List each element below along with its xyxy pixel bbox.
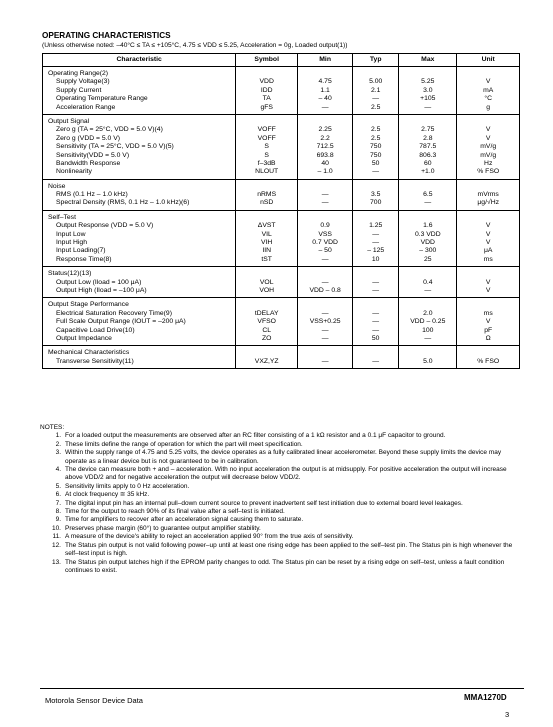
parameter-unit: % FSO [477, 168, 500, 176]
parameter-name: Input Low [56, 230, 86, 238]
parameter-symbol: nSD [260, 199, 274, 207]
column-header: Symbol [236, 54, 298, 67]
note-item [40, 508, 522, 516]
parameter-name: Zero g (TA = 25°C, VDD = 5.0 V)(4) [56, 126, 163, 134]
parameter-max: 25 [424, 255, 432, 263]
parameter-max: 100 [422, 326, 434, 334]
parameter-name: Electrical Saturation Recovery Time(9) [56, 309, 172, 317]
spacer [399, 301, 456, 309]
parameter-symbol: ΔVST [257, 222, 276, 230]
spacer [236, 214, 297, 222]
typ-cell [353, 210, 399, 266]
parameter-name: Transverse Sensitivity(11) [56, 357, 134, 365]
table-group-row [43, 298, 520, 346]
parameter-name: Spectral Density (RMS, 0.1 Hz – 1.0 kHz)(6) [56, 199, 190, 207]
note-text: The Status pin output is not valid following power–up until at least one rising edge has been applied to the self–test pin. The Status pin is high whenever the self–test input is high. [65, 541, 513, 558]
parameter-unit: mA [483, 86, 494, 94]
parameter-typ: 2.5 [370, 126, 381, 134]
note-number: 9. [55, 516, 61, 524]
parameter-max: — [424, 334, 432, 342]
parameter-symbol: NLOUT [255, 168, 279, 176]
parameter-unit: g [486, 103, 491, 111]
parameter-name: Supply Voltage(3) [56, 78, 110, 86]
symbol-cell [236, 210, 298, 266]
parameter-min: 1.1 [320, 86, 330, 94]
table-group-row [43, 267, 520, 298]
min-cell [298, 346, 353, 369]
parameter-symbol: gFS [260, 103, 273, 111]
parameter-symbol: VFSO [257, 318, 276, 326]
group-title: Output Stage Performance [48, 301, 129, 309]
note-number: 10. [51, 524, 61, 532]
column-header: Typ [353, 54, 399, 67]
spacer [298, 349, 352, 357]
parameter-min: — [321, 255, 329, 263]
parameter-name: Output Low (Iload = 100 μA) [56, 278, 142, 286]
note-text: At clock frequency ≅ 35 kHz. [65, 491, 150, 499]
spacer [236, 270, 297, 278]
note-item [40, 466, 522, 483]
symbol-cell [236, 267, 298, 298]
note-text: Time for the output to reach 90% of its final value after a self–test is initiated. [65, 508, 285, 516]
parameter-symbol: VIL [261, 230, 272, 238]
typ-cell [353, 67, 399, 115]
parameter-min: 4.75 [318, 78, 332, 86]
parameter-unit: V [485, 286, 491, 294]
column-header: Max [399, 54, 457, 67]
footer-divider [40, 688, 524, 689]
spacer [298, 118, 352, 126]
parameter-max: +105 [420, 95, 436, 103]
characteristics-table [42, 53, 520, 369]
spacer [457, 270, 519, 278]
spacer [353, 214, 398, 222]
parameter-typ: 3.5 [370, 191, 381, 199]
parameter-name: Bandwidth Response [56, 159, 121, 167]
max-cell [399, 179, 457, 210]
parameter-typ: — [372, 286, 380, 294]
note-number: 11. [52, 533, 61, 541]
parameter-typ: — [372, 326, 380, 334]
characteristic-cell [43, 67, 236, 115]
note-text: These limits define the range of operation for which the part will meet specification. [65, 440, 303, 448]
parameter-max: 0.4 [423, 278, 433, 286]
max-cell [399, 346, 457, 369]
parameter-max: 1.6 [423, 222, 433, 230]
symbol-cell [236, 298, 298, 346]
parameter-unit: ms [483, 255, 493, 263]
parameter-name: Output Impedance [56, 334, 112, 342]
note-item [40, 542, 522, 559]
unit-cell [457, 267, 520, 298]
parameter-min: — [321, 103, 329, 111]
spacer [236, 118, 297, 126]
parameter-max: +1.0 [421, 168, 435, 176]
group-title: Operating Range(2) [48, 70, 109, 77]
symbol-cell [236, 346, 298, 369]
parameter-max: 3.0 [423, 86, 433, 94]
footer-part-number: MMA1270D [464, 693, 507, 702]
parameter-min: VDD – 0.8 [309, 286, 341, 294]
column-header: Unit [457, 54, 520, 67]
note-text: For a loaded output the measurements are observed after an RC filter consisting of a 1 kΩ resistor and a 0.1 μF capacitor to ground. [65, 432, 446, 440]
section-title: OPERATING CHARACTERISTICS [42, 31, 171, 40]
spacer [298, 183, 352, 191]
symbol-cell [236, 179, 298, 210]
spacer [399, 70, 456, 78]
table-header-row [43, 54, 520, 67]
spacer [236, 183, 297, 191]
note-item [40, 449, 522, 466]
parameter-symbol: VOH [259, 286, 275, 294]
parameter-unit: V [485, 230, 491, 238]
column-header: Min [298, 54, 353, 67]
notes-section [40, 424, 522, 575]
note-number: 4. [55, 466, 61, 474]
min-cell [298, 267, 353, 298]
parameter-unit: μg/√Hz [477, 199, 499, 207]
characteristic-cell [43, 298, 236, 346]
parameter-max: 0.3 VDD [414, 230, 441, 238]
parameter-max: 2.0 [423, 309, 433, 317]
typ-cell [353, 267, 399, 298]
parameter-max: — [424, 199, 432, 207]
note-item [40, 491, 522, 499]
min-cell [298, 67, 353, 115]
parameter-name: Output High (Iload = –100 μA) [56, 286, 147, 294]
parameter-unit: mV/g [480, 143, 497, 151]
spacer [457, 349, 519, 357]
note-item [40, 516, 522, 524]
max-cell [399, 210, 457, 266]
parameter-typ: 1.25 [369, 222, 383, 230]
unit-cell [457, 210, 520, 266]
spacer [457, 183, 519, 191]
note-number: 6. [55, 491, 61, 499]
parameter-max: — [424, 103, 432, 111]
parameter-min: — [321, 199, 329, 207]
note-item [40, 432, 522, 440]
parameter-symbol: VXZ,YZ [254, 357, 279, 365]
parameter-typ: 700 [370, 199, 382, 207]
parameter-symbol: S [264, 151, 269, 159]
parameter-typ: 750 [370, 151, 382, 159]
parameter-typ: – 125 [367, 247, 385, 255]
parameter-unit: μA [483, 247, 493, 255]
parameter-min: 0.7 VDD [312, 239, 338, 247]
max-cell [399, 267, 457, 298]
parameter-name: Supply Current [56, 86, 102, 94]
parameter-min: — [321, 334, 329, 342]
parameter-min: — [321, 191, 329, 199]
spacer [399, 349, 456, 357]
parameter-typ: — [372, 95, 380, 103]
conditions-text: (Unless otherwise noted: –40°C ≤ TA ≤ +105°C, 4.75 ≤ VDD ≤ 5.25, Acceleration = 0g, Loaded output(1)) [42, 42, 348, 49]
note-number: 8. [55, 508, 61, 516]
spacer [457, 118, 519, 126]
characteristic-cell [43, 346, 236, 369]
parameter-max: 6.5 [423, 191, 433, 199]
parameter-symbol: VOFF [257, 134, 276, 142]
parameter-name: Input High [56, 239, 87, 247]
spacer [353, 183, 398, 191]
parameter-name: Nonlinearity [56, 168, 92, 176]
table-group-row [43, 346, 520, 369]
unit-cell [457, 179, 520, 210]
parameter-min: VSS [318, 230, 332, 238]
parameter-symbol: tDELAY [254, 309, 279, 317]
parameter-typ: — [372, 357, 380, 365]
parameter-name: Capacitive Load Drive(10) [56, 326, 135, 334]
typ-cell [353, 179, 399, 210]
page-number: 3 [505, 710, 510, 719]
unit-cell [457, 67, 520, 115]
note-number: 12. [51, 541, 61, 549]
parameter-typ: 50 [371, 334, 380, 342]
parameter-max: VDD – 0.25 [410, 318, 446, 326]
note-item [40, 559, 522, 576]
column-header: Characteristic [43, 54, 236, 67]
parameter-name: Operating Temperature Range [56, 95, 148, 103]
parameter-min: 693.8 [316, 151, 334, 159]
parameter-typ: — [372, 318, 380, 326]
parameter-name: Full Scale Output Range (IOUT = –200 μA) [56, 318, 186, 326]
spacer [298, 301, 352, 309]
parameter-name: Sensitivity(VDD = 5.0 V) [56, 151, 130, 159]
spacer [236, 301, 297, 309]
spacer [399, 183, 456, 191]
spacer [353, 301, 398, 309]
note-number: 7. [55, 499, 61, 507]
parameter-symbol: TA [262, 95, 271, 103]
parameter-symbol: VDD [259, 78, 274, 86]
spacer [457, 301, 519, 309]
note-text: Sensitivity limits apply to 0 Hz acceleration. [65, 482, 190, 490]
unit-cell [457, 114, 520, 179]
group-title: Output Signal [48, 117, 90, 125]
parameter-symbol: VIH [261, 239, 273, 247]
parameter-min: 712.5 [316, 143, 334, 151]
parameter-min: 2.25 [318, 126, 332, 134]
spacer [399, 214, 456, 222]
parameter-symbol: VOFF [257, 126, 276, 134]
parameter-typ: 5.00 [369, 78, 383, 86]
spacer [399, 118, 456, 126]
spacer [298, 70, 352, 78]
parameter-max: 5.0 [423, 357, 433, 365]
table-group-row [43, 179, 520, 210]
parameter-typ: 2.5 [370, 134, 381, 142]
parameter-unit: V [485, 318, 491, 326]
parameter-max: 60 [424, 159, 432, 167]
parameter-unit: V [485, 134, 491, 142]
parameter-typ: — [372, 168, 380, 176]
group-title: Self–Test [48, 213, 76, 221]
parameter-symbol: IDD [260, 86, 273, 94]
parameter-unit: Ω [485, 334, 491, 342]
parameter-unit: % FSO [477, 357, 500, 365]
table-group-row [43, 67, 520, 115]
parameter-min: — [321, 278, 329, 286]
parameter-typ: 750 [370, 143, 382, 151]
group-title: Mechanical Characteristics [48, 349, 130, 357]
note-text: A measure of the device's ability to reject an acceleration applied 90° from the true axis of sensitivity. [65, 533, 354, 541]
symbol-cell [236, 114, 298, 179]
note-number: 1. [55, 432, 61, 440]
parameter-unit: Hz [484, 159, 493, 167]
note-text: The device can measure both + and – acceleration. With no input acceleration the output is at midsupply. For positive acceleration the output will increase above VDD/2 and for negative acceleration the output will decrease below VDD/2. [65, 466, 507, 482]
parameter-unit: V [485, 78, 491, 86]
unit-cell [457, 346, 520, 369]
parameter-name: Input Loading(7) [56, 247, 106, 255]
parameter-unit: V [485, 222, 491, 230]
note-item [40, 533, 522, 541]
parameter-max: — [424, 286, 432, 294]
parameter-typ: 2.1 [370, 86, 381, 94]
parameter-symbol: nRMS [257, 191, 277, 199]
min-cell [298, 298, 353, 346]
characteristic-cell [43, 267, 236, 298]
parameter-min: VSS+0.25 [309, 318, 341, 326]
spacer [353, 349, 398, 357]
parameter-max: 806.3 [419, 151, 437, 159]
parameter-typ: 50 [371, 159, 380, 167]
parameter-min: — [321, 309, 329, 317]
min-cell [298, 114, 353, 179]
max-cell [399, 114, 457, 179]
min-cell [298, 210, 353, 266]
parameter-unit: V [485, 239, 491, 247]
footer-left-text: Motorola Sensor Device Data [45, 696, 143, 705]
parameter-name: Response Time(8) [56, 255, 112, 263]
spacer [399, 270, 456, 278]
parameter-min: 0.9 [320, 222, 330, 230]
parameter-unit: mV/g [480, 151, 497, 159]
parameter-unit: mVrms [477, 191, 499, 199]
table-group-row [43, 210, 520, 266]
note-number: 5. [55, 482, 61, 490]
table-group-row [43, 114, 520, 179]
parameter-name: Acceleration Range [56, 103, 116, 111]
spacer [298, 270, 352, 278]
parameter-unit: V [485, 278, 491, 286]
spacer [457, 70, 519, 78]
parameter-unit: °C [484, 95, 493, 103]
typ-cell [353, 114, 399, 179]
parameter-typ: — [372, 278, 380, 286]
group-title: Noise [48, 182, 66, 190]
max-cell [399, 298, 457, 346]
symbol-cell [236, 67, 298, 115]
note-text: Time for amplifiers to recover after an acceleration signal causing them to saturate. [65, 516, 304, 524]
parameter-min: 40 [321, 159, 329, 167]
note-text: The Status pin output latches high if the EPROM parity changes to odd. The Status pin can be reset by a rising edge on self–test, unless a fault condition continues to exist. [65, 558, 505, 574]
parameter-min: – 50 [318, 247, 332, 255]
parameter-max: 5.25 [421, 78, 435, 86]
parameter-symbol: CL [262, 326, 272, 334]
spacer [457, 214, 519, 222]
spacer [353, 70, 398, 78]
parameter-max: 2.8 [423, 134, 433, 142]
parameter-min: – 40 [318, 95, 332, 103]
max-cell [399, 67, 457, 115]
typ-cell [353, 346, 399, 369]
parameter-max: – 300 [419, 247, 437, 255]
parameter-unit: ms [483, 309, 493, 317]
parameter-min: — [321, 326, 329, 334]
parameter-name: Sensitivity (TA = 25°C, VDD = 5.0 V)(5) [56, 143, 174, 151]
spacer [353, 118, 398, 126]
parameter-typ: 10 [371, 255, 380, 263]
parameter-symbol: ZO [261, 334, 272, 342]
note-text: The digital input pin has an internal pull–down current source to prevent inadvertent self test initiation due to external board level leakages. [65, 499, 463, 507]
parameter-typ: 2.5 [370, 103, 381, 111]
parameter-symbol: f–3dB [257, 159, 276, 167]
unit-cell [457, 298, 520, 346]
notes-heading: NOTES: [40, 424, 65, 431]
characteristic-cell [43, 210, 236, 266]
parameter-name: Output Response (VDD = 5.0 V) [56, 222, 154, 230]
note-number: 3. [55, 449, 61, 457]
spacer [236, 70, 297, 78]
parameter-symbol: tST [261, 255, 272, 263]
parameter-symbol: VOL [259, 278, 274, 286]
parameter-name: RMS (0.1 Hz – 1.0 kHz) [56, 191, 128, 199]
group-title: Status(12)(13) [48, 270, 92, 278]
parameter-typ: — [372, 230, 380, 238]
parameter-max: 787.5 [419, 143, 437, 151]
parameter-min: — [321, 357, 329, 365]
note-number: 2. [55, 440, 61, 448]
characteristic-cell [43, 179, 236, 210]
note-item [40, 441, 522, 449]
parameter-typ: — [372, 309, 380, 317]
parameter-symbol: S [264, 143, 269, 151]
spacer [353, 270, 398, 278]
parameter-unit: V [485, 126, 491, 134]
parameter-max: 2.75 [421, 126, 435, 134]
parameter-min: 2.2 [320, 134, 330, 142]
characteristic-cell [43, 114, 236, 179]
spacer [298, 214, 352, 222]
note-item [40, 500, 522, 508]
note-item [40, 483, 522, 491]
note-number: 13. [51, 558, 61, 566]
note-text: Within the supply range of 4.75 and 5.25 volts, the device operates as a fully calibrated linear accelerometer. Beyond these supply limits the device may operate as a linear device but is not guaranteed to be in calibration. [65, 449, 502, 465]
parameter-name: Zero g (VDD = 5.0 V) [56, 134, 121, 142]
note-text: Preserves phase margin (60°) to guarantee output amplifier stability. [65, 524, 261, 532]
spacer [236, 349, 297, 357]
parameter-max: VDD [420, 239, 435, 247]
parameter-min: – 1.0 [317, 168, 333, 176]
min-cell [298, 179, 353, 210]
typ-cell [353, 298, 399, 346]
parameter-symbol: IIN [262, 247, 272, 255]
parameter-unit: pF [484, 326, 493, 334]
parameter-typ: — [372, 239, 380, 247]
